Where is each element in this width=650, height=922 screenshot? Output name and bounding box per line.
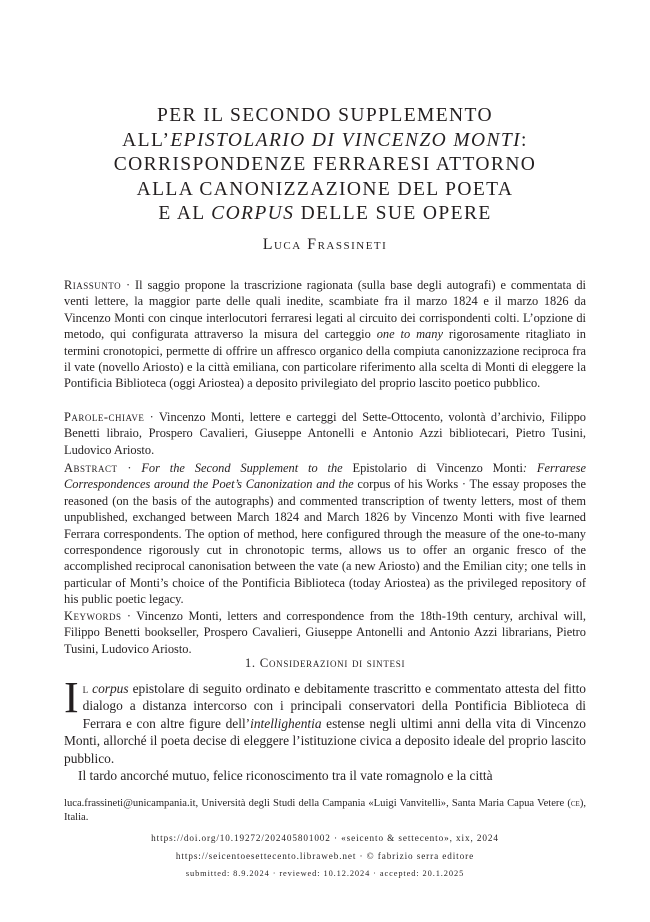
author-email-affiliation: luca.frassineti@unicampania.it, Università degli Studi della Campania «Luigi Vanvitelli», Santa Maria Capua Vetere (	[64, 798, 571, 809]
title-line-3: CORRISPONDENZE FERRARESI ATTORNO	[113, 154, 537, 175]
keywords-paragraph: Keywords · Vincenzo Monti, letters and correspondence from the 18th-19th century, archival will, Filippo Benetti bookseller, Prospero Cavalieri, Giuseppe Antonelli and Antonio Azzi librarians, Pietro Tusini, Ludovico Ariosto.	[64, 609, 586, 656]
publisher-line: https://seicentoesettecento.libraweb.net · © fabrizio serra editore	[175, 851, 475, 861]
keywords-label: Keywords	[64, 609, 122, 623]
drop-cap: I	[64, 673, 79, 722]
title-line-4: ALLA CANONIZZAZIONE DEL POETA	[136, 178, 514, 200]
author-name: Luca Frassineti	[262, 236, 388, 253]
article-title	[60, 104, 590, 227]
riassunto-label: Riassunto	[64, 278, 122, 292]
abstract-paragraph: Abstract · For the Second Supplement to the Epistolario di Vincenzo Monti: Ferrarese Correspondences around the Poet’s Canonization and the corpus of his Works · The essay proposes the reasoned (on the basis of the autographs) and commented transcription of twenty letters, most of them unpublished, exchanged between March 1824 and March 1826 by Vincenzo Monti with five learned Ferrara correspondents. The option of method, here configured through the measure of the one-to-many correspondence rigorously cut in chronotopic terms, allows us to offer an organic fresco of the accomplished reciprocal canonisation between the vate (a new Ariosto) and the Emilian city; one tells in particular of Monti’s choice of the Pontificia Biblioteca (today Ariostea) as the privileged repository of his public poetic legacy.	[64, 461, 587, 607]
body-paragraph-2: Il tardo ancorché mutuo, felice riconoscimento tra il vate romagnolo e la città	[78, 768, 493, 784]
title-line-5: E AL CORPUS DELLE SUE OPERE	[158, 203, 492, 224]
body-text	[64, 673, 586, 784]
riassunto-paragraph: Riassunto · Il saggio propone la trascrizione ragionata (sulla base degli autografi) e commentata di venti lettere, la maggior parte delle quali inedite, scambiate fra il marzo 1824 e il marzo 1826 da Vincenzo Monti con cinque interlocutori ferraresi legati al circuito dei corrispondenti colti. L’opzione di metodo, qui configurata attraverso la misura del carteggio one to many rigorosamente ritagliato in termini cronotopici, permette di offrire un affresco organico della compiuta canonizzazione reciproca fra il vate (novello Ariosto) e la città emiliana, con particolare riferimento alla scelta di Monti di eleggere la Pontificia Biblioteca (oggi Ariostea) a deposito privilegiato del proprio lascito poetico pubblico.	[64, 278, 586, 391]
parole-chiave-paragraph: Parole-chiave · Vincenzo Monti, lettere e carteggi del Sette-Ottocento, volontà d’archivio, Filippo Benetti libraio, Prospero Cavalieri, Giuseppe Antonelli e Antonio Azzi bibliotecari, Pietro Tusini, Ludovico Ariosto.	[64, 410, 586, 457]
dates-line: submitted: 8.9.2024 · reviewed: 10.12.2024 · accepted: 20.1.2025	[185, 869, 465, 878]
parole-chiave-label: Parole-chiave	[64, 410, 145, 424]
doi-line: https://doi.org/10.19272/202405801002 · «seicento & settecento», xix, 2024	[151, 833, 499, 843]
body-paragraph-1: Il corpus epistolare di seguito ordinato e debitamente trascritto e commentato attesta del fitto dialogo a distanza intercorso con i principali conservatori della Pontificia Biblioteca di Ferrara e con altre figure dell’intellighentia estense negli ultimi anni della vita di Vincenzo Monti, allorché il poeta decise di eleggere l’istituzione civica a deposito ideale del proprio lascito pubblico.	[64, 673, 586, 766]
section-heading: 1. Considerazioni di sintesi	[244, 656, 406, 670]
title-line-1: PER IL SECONDO SUPPLEMENTO	[157, 105, 493, 126]
title-line-2: ALL’EPISTOLARIO DI VINCENZO MONTI:	[122, 129, 528, 151]
author-footnote: luca.frassineti@unicampania.it, Università degli Studi della Campania «Luigi Vanvitelli», Santa Maria Capua Vetere (ce), Italia.	[64, 798, 586, 823]
abstract-label: Abstract	[64, 461, 118, 475]
